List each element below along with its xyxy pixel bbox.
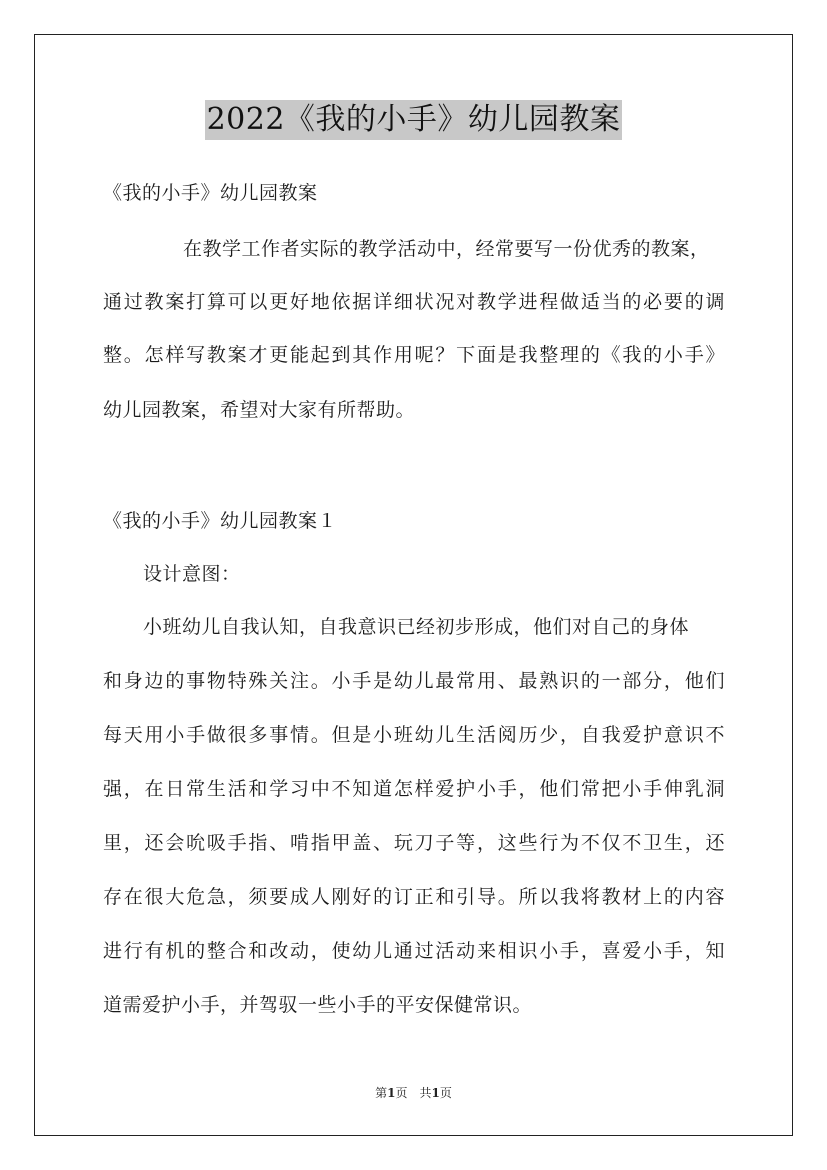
footer-page-total: 1	[431, 1086, 440, 1100]
body-line-7: 进行有机的整合和改动，使幼儿通过活动来相识小手，喜爱小手，知	[103, 940, 725, 962]
footer-suffix: 页	[439, 1086, 452, 1100]
footer-mid: 页 共	[395, 1086, 432, 1100]
document-subtitle: 《我的小手》幼儿园教案	[103, 182, 318, 204]
intro-line-2: 通过教案打算可以更好地依据详细状况对教学进程做适当的必要的调	[103, 291, 725, 313]
body-line-3: 每天用小手做很多事情。但是小班幼儿生活阅历少，自我爱护意识不	[103, 724, 725, 746]
intro-line-1: 在教学工作者实际的教学活动中，经常要写一份优秀的教案，	[183, 238, 710, 260]
intro-line-3: 整。怎样写教案才更能起到其作用呢？下面是我整理的《我的小手》	[103, 344, 725, 366]
body-line-5: 里，还会吮吸手指、啃指甲盖、玩刀子等，这些行为不仅不卫生，还	[103, 832, 725, 854]
body-line-4: 强，在日常生活和学习中不知道怎样爱护小手，他们常把小手伸乳洞	[103, 778, 725, 800]
document-title: 2022《我的小手》幼儿园教案	[205, 100, 623, 140]
footer-page-number: 1	[387, 1086, 396, 1100]
design-intent-heading: 设计意图：	[143, 563, 241, 585]
title-container	[0, 100, 827, 140]
intro-line-4: 幼儿园教案，希望对大家有所帮助。	[103, 399, 416, 421]
body-line-8: 道需爱护小手，并驾驭一些小手的平安保健常识。	[103, 994, 533, 1016]
section-title: 《我的小手》幼儿园教案１	[103, 510, 338, 532]
page-footer	[0, 1084, 827, 1101]
body-line-2: 和身边的事物特殊关注。小手是幼儿最常用、最熟识的一部分，他们	[103, 670, 725, 692]
body-line-6: 存在很大危急，须要成人刚好的订正和引导。所以我将教材上的内容	[103, 886, 725, 908]
body-line-1: 小班幼儿自我认知，自我意识已经初步形成，他们对自己的身体	[143, 616, 690, 638]
footer-prefix: 第	[375, 1086, 388, 1100]
